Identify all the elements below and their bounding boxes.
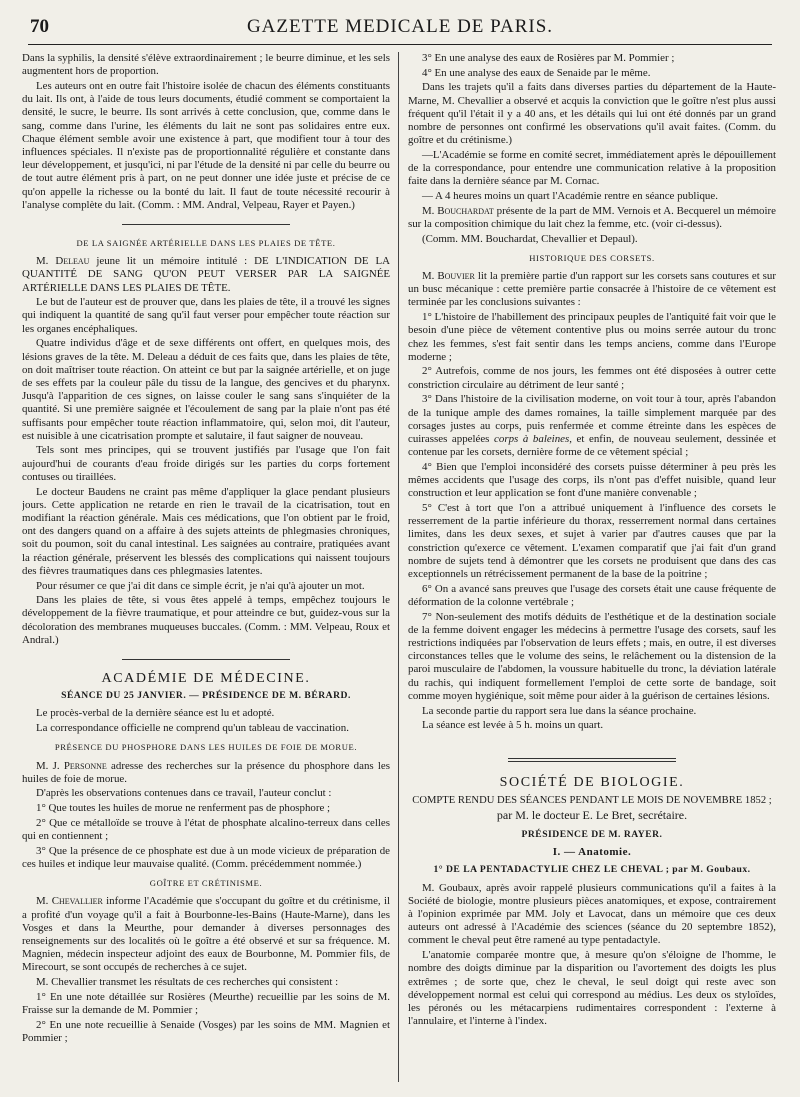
section-divider	[122, 659, 290, 660]
paragraph-text: , et enfin, de nouveau seulement, dessinée et contenue par les corsets, dernière forme de ce vêtement spécial ;	[408, 432, 776, 459]
paragraph	[22, 255, 390, 295]
author-name: M. Deleau	[36, 255, 90, 268]
list-item: 1° En une note détaillée sur Rosières (Meurthe) recueillie par les soins de M. Fraisse sur la demande de M. Pommier ;	[22, 990, 390, 1016]
paragraph: — A 4 heures moins un quart l'Académie rentre en séance publique.	[422, 190, 718, 203]
paragraph	[408, 270, 776, 310]
list-item	[408, 393, 776, 459]
section-anatomie: I. — Anatomie.	[552, 846, 632, 859]
seance-heading: SÉANCE DU 25 JANVIER. — PRÉSIDENCE DE M. BÉRARD.	[61, 690, 351, 702]
author-name: M. Chevallier	[36, 895, 103, 908]
list-item: 2° Autrefois, comme de nos jours, les femmes ont été disposées à outrer cette constriction circulaire au détriment de leur santé ;	[408, 365, 776, 391]
paragraph: —L'Académie se forme en comité secret, immédiatement après le dépouillement de la correspondance, pour entendre une communication relative à la proposition faite dans la dernière séance par M. Cornac.	[408, 148, 776, 188]
paragraph: Le docteur Baudens ne craint pas même d'appliquer la glace pendant plusieurs jours. Cette application ne retarde en rien le travail de la cicatrisation, tout en modifiant la réaction générale. Mais ces médications, que l'on obtient par le froid, ont des dangers quand on a affaire à des sujets atteints de phlegmasies chroniques, soit du poumon, soit du canal intestinal. Les saignées au contraire, pratiquées avant la réaction générale, préservent les blessés des complications qui naissent toujours des fièvres traumatiques dans ces phlegmasies latentes.	[22, 485, 390, 577]
paragraph: M. Chevallier transmet les résultats de ces recherches qui consistent :	[36, 976, 339, 989]
compte-rendu-heading: COMPTE RENDU DES SÉANCES PENDANT LE MOIS DE NOVEMBRE 1852 ;	[412, 794, 772, 806]
section-divider	[508, 758, 676, 762]
list-item: 4° Bien que l'emploi inconsidéré des corsets puisse déterminer à peu près les mêmes accidents que l'usage des corps, ils n'ont pas d'effet nuisible, quand leur construction et leur application se font d'une manière convenable ;	[408, 460, 776, 500]
author-line: par M. le docteur E. Le Bret, secrétaire.	[496, 807, 688, 822]
paragraph-text: présente de la part de MM. Vernois et A. Becquerel un mémoire sur la composition chimique du lait chez la femme, etc. (voir ci-dessus).	[408, 204, 776, 230]
list-item: 4° En une analyse des eaux de Senaide par le même.	[422, 66, 651, 79]
list-item: 3° Que la présence de ce phosphate est due à un mode vicieux de préparation de ces huiles et indique leur mauvaise qualité. (Comm. précédemment nommée.)	[22, 844, 390, 870]
paragraph-text: 3° Dans l'histoire de la civilisation moderne, on voit tour à tour, après l'abandon de la tunique ample des dames romaines, la taille simplement marquée par des corsages justes au corps, puis renfermée et comme étreinte dans les espèces de cuirasses appelées	[408, 393, 776, 445]
paragraph: Le procès-verbal de la dernière séance est lu et adopté.	[36, 707, 275, 720]
list-item: 5° C'est à tort que l'on a attribué uniquement à l'influence des corsets le resserrement de la partie inférieure du thorax, resserrement normal dans certaines limites, dans les deux sexes, et sujet à varier par d'autres causes que par la constriction qu'exerce ce vêtement. L'examen comparatif que j'ai fait d'un grand nombre de sujets tend à démontrer que les corsets ne produisent que dans des cas exceptionnels un rétrécissement permanent de la base de la poitrine ;	[408, 502, 776, 581]
paragraph-text: jeune lit un mémoire intitulé : DE L'INDICATION DE LA QUANTITÉ DE SANG QU'ON PEUT VERSER PAR LA SAIGNÉE ARTÉRIELLE DANS LES PLAIES DE TÊTE.	[22, 255, 390, 294]
list-item: 6° On a avancé sans preuves que l'usage des corsets était une cause fréquente de déformation de la colonne vertébrale ;	[408, 582, 776, 608]
paragraph	[408, 205, 776, 231]
right-column	[408, 52, 776, 1092]
paragraph: La correspondance officielle ne comprend qu'un tableau de vaccination.	[36, 722, 349, 735]
paragraph: M. Goubaux, après avoir rappelé plusieurs communications qu'il a faites à la Société de biologie, montre plusieurs pièces anatomiques, et expose, contrairement à l'opinion exprimée par MM. Joly et Lavocat, dans un mémoire que ces deux auteurs ont adressé à l'Académie des sciences (séance du 20 septembre 1852), comment le cheval peut être ramené au type pentadactyle.	[408, 881, 776, 947]
list-item: 2° Que ce métalloïde se trouve à l'état de phosphate alcalino-terreux dans celles qui en contiennent ;	[22, 816, 390, 843]
list-item: 3° En une analyse des eaux de Rosières par M. Pommier ;	[422, 52, 675, 64]
paragraph-text: informe l'Académie que s'occupant du goître et du crétinisme, il a profité d'un voyage qu'il a fait à Bourbonne-les-Bains (Haute-Marne), dans les Vosges et dans la Meurthe, pour demander à diverses personnages des renseignements sur des localités où le goître a été observé et sur sa fréquence. M. Magnien, médecin inspecteur adjoint des eaux de Bourbonne, M. Pommier fils, de Mirecourt, se sont occupés de recherches à ce sujet.	[22, 895, 390, 974]
paragraph: Dans les trajets qu'il a faits dans diverses parties du département de la Haute-Marne, M. Chevallier a observé et acquis la conviction que le goître n'est plus aussi fréquent qu'il l'était il y a 40 ans, et les détails qui lui ont été donnés par un grand nombre de personnes ont confirmé les observations qu'il avait faites. (Comm. du goître et du crétinisme.)	[408, 81, 776, 147]
paragraph: La séance est levée à 5 h. moins un quart.	[422, 719, 604, 732]
paragraph	[22, 760, 390, 786]
societe-title: SOCIÉTÉ DE BIOLOGIE.	[499, 775, 685, 791]
paragraph-text: lit la première partie d'un rapport sur les corsets sans coutures et sur un busc mécanique : cette première partie consacrée à l'histoire de ce vêtement est terminée par les conclusions suivantes :	[408, 270, 776, 309]
section-heading-corsets: HISTORIQUE DES CORSETS.	[529, 252, 655, 263]
paragraph: Dans les plaies de tête, si vous êtes appelé à temps, empêchez toujours le développement de la fièvre traumatique, et pour atteindre ce but, guidez-vous sur la décoloration des membranes muqueuses buccales. (Comm. : MM. Velpeau, Roux et Andral.)	[22, 594, 390, 646]
academie-title: ACADÉMIE DE MÉDECINE.	[101, 671, 311, 687]
left-column	[22, 52, 390, 1092]
section-heading-phosphore: PRÉSENCE DU PHOSPHORE DANS LES HUILES DE FOIE DE MORUE.	[54, 742, 358, 753]
list-item: 1° L'histoire de l'habillement des principaux peuples de l'antiquité fait voir que le besoin d'une pièce de vêtement contentive plus ou moins serrée autour du tronc chez les femmes, s'est fait sentir dans les temps anciens, comme dans l'Europe moderne ;	[408, 311, 776, 363]
paragraph: Pour résumer ce que j'ai dit dans ce simple écrit, je n'ai qu'à ajouter un mot.	[36, 579, 365, 592]
presidence-heading: PRÉSIDENCE DE M. RAYER.	[521, 829, 663, 841]
page-number: 70	[30, 16, 49, 37]
paragraph: Quatre individus d'âge et de sexe différents ont offert, en quelques mois, des lésions graves de la tête. M. Deleau a déduit de ces faits que, dans les plaies de tête, on doit maîtriser toute réaction. On atteint ce but par la saignée artérielle, et on juge de ses effets par la couleur pâle du tissu de la langue, des gencives et du pharynx. Jusqu'à l'apparition de ces signes, on laisse couler le sang sans s'inquiéter de la quantité. Si une première saignée et l'écoulement de sang par la plaie n'ont pas été suffisants pour empêcher toute réaction inflammatoire, qui, selon moi, dit l'auteur, est nuisible à une cicatrisation prompte et salutaire, il faut saigner de nouveau.	[22, 337, 390, 442]
author-name: M. J. Personne	[36, 759, 107, 772]
column-rule	[398, 52, 399, 1082]
emphasis: corps à baleines	[494, 432, 570, 445]
section-divider	[122, 224, 290, 225]
paragraph: (Comm. MM. Bouchardat, Chevallier et Depaul).	[422, 232, 638, 245]
list-item: 7° Non-seulement des motifs déduits de l'esthétique et de la destination sociale de la femme doivent engager les médecins à permettre l'usage des corsets, sauf les restrictions indiquées par l'observation de leurs effets ; mais, en outre, il est diverses circonstances telles que le volume des seins, le relâchement ou la distension de la paroi musculaire de l'abdomen, la voussure habituelle du tronc, la déviation latérale du rachis, qui indiquent formellement l'emploi de cette sorte de bandage, soit comme moyen hygiénique, soit même pour aider à la guérison de certaines lésions.	[408, 610, 776, 702]
author-name: M. Bouchardat	[422, 204, 494, 217]
paragraph: D'après les observations contenues dans ce travail, l'auteur conclut :	[36, 787, 332, 800]
paragraph	[22, 895, 390, 974]
paragraph: Dans la syphilis, la densité s'élève extraordinairement ; le beurre diminue, et les sels augmentent hors de proportion.	[22, 52, 390, 78]
paragraph: La seconde partie du rapport sera lue dans la séance prochaine.	[422, 704, 697, 717]
list-item: 1° Que toutes les huiles de morue ne renferment pas de phosphore ;	[36, 802, 331, 815]
paragraph: Tels sont mes principes, qui se trouvent justifiés par l'usage que l'on fait aujourd'hui de courants d'eau froide dirigés sur les parties du corps fortement contuses ou tiraillées.	[22, 444, 390, 483]
paragraph-text: adresse des recherches sur la présence du phosphore dans les huiles de foie de morue.	[22, 759, 390, 785]
section-heading-goitre: GOÎTRE ET CRÉTINISME.	[149, 878, 263, 889]
paragraph: Le but de l'auteur est de prouver que, dans les plaies de tête, il a trouvé les signes qui indiquent la quantité de sang qu'il faut verser pour empêcher toute réaction sur les organes encéphaliques.	[22, 296, 390, 335]
running-head	[28, 14, 772, 45]
paragraph: L'anatomie comparée montre que, à mesure qu'on s'éloigne de l'homme, le nombre des doigts diminue par la disparition ou l'avortement des doigts les plus extrêmes ; de sorte que, chez le cheval, le seul doigt qui reste avec son développement normal est celui qui correspond au médius. Les deux os styloïdes, les péronés ou les métacarpiens rudimentaires correspondent : l'externe à l'annulaire, et l'interne à l'index.	[408, 949, 776, 1028]
list-item: 2° En une note recueillie à Senaide (Vosges) par les soins de MM. Magnien et Pommier ;	[22, 1018, 390, 1044]
subsection-pentadactylie: 1° DE LA PENTADACTYLIE CHEZ LE CHEVAL ; par M. Goubaux.	[433, 864, 751, 876]
section-heading-saignee: DE LA SAIGNÉE ARTÉRIELLE DANS LES PLAIES DE TÊTE.	[76, 237, 336, 248]
author-name: M. Bouvier	[422, 270, 475, 283]
journal-title: GAZETTE MEDICALE DE PARIS.	[246, 16, 554, 37]
paragraph: Les auteurs ont en outre fait l'histoire isolée de chacun des éléments constituants du lait. Ils ont, à l'aide de tous leurs documents, étudié comment se comportaient la densité, le sucre, le beurre. Ils sont arrivés à cette conclusion, que, comme dans le sang, comme dans l'urine, les éléments du lait ne sont pas solidaires entre eux. Chaque élément semble avoir une existence à part, que modifient tour à tour des influences spéciales. Il n'existe pas de proportionnalité régulière et constante dans leur développement, et jusqu'ici, ni par l'étude de la densité ni par celle du beurre ou de tout autre élément pris à part, on ne peut donner une idée juste et précise de ce qu'on appelle la richesse ou la bonté du lait. Il faut de toute nécessité recourir à l'analyse complète du lait. (Comm. : MM. Andral, Velpeau, Rayer et Payen.)	[22, 79, 390, 211]
